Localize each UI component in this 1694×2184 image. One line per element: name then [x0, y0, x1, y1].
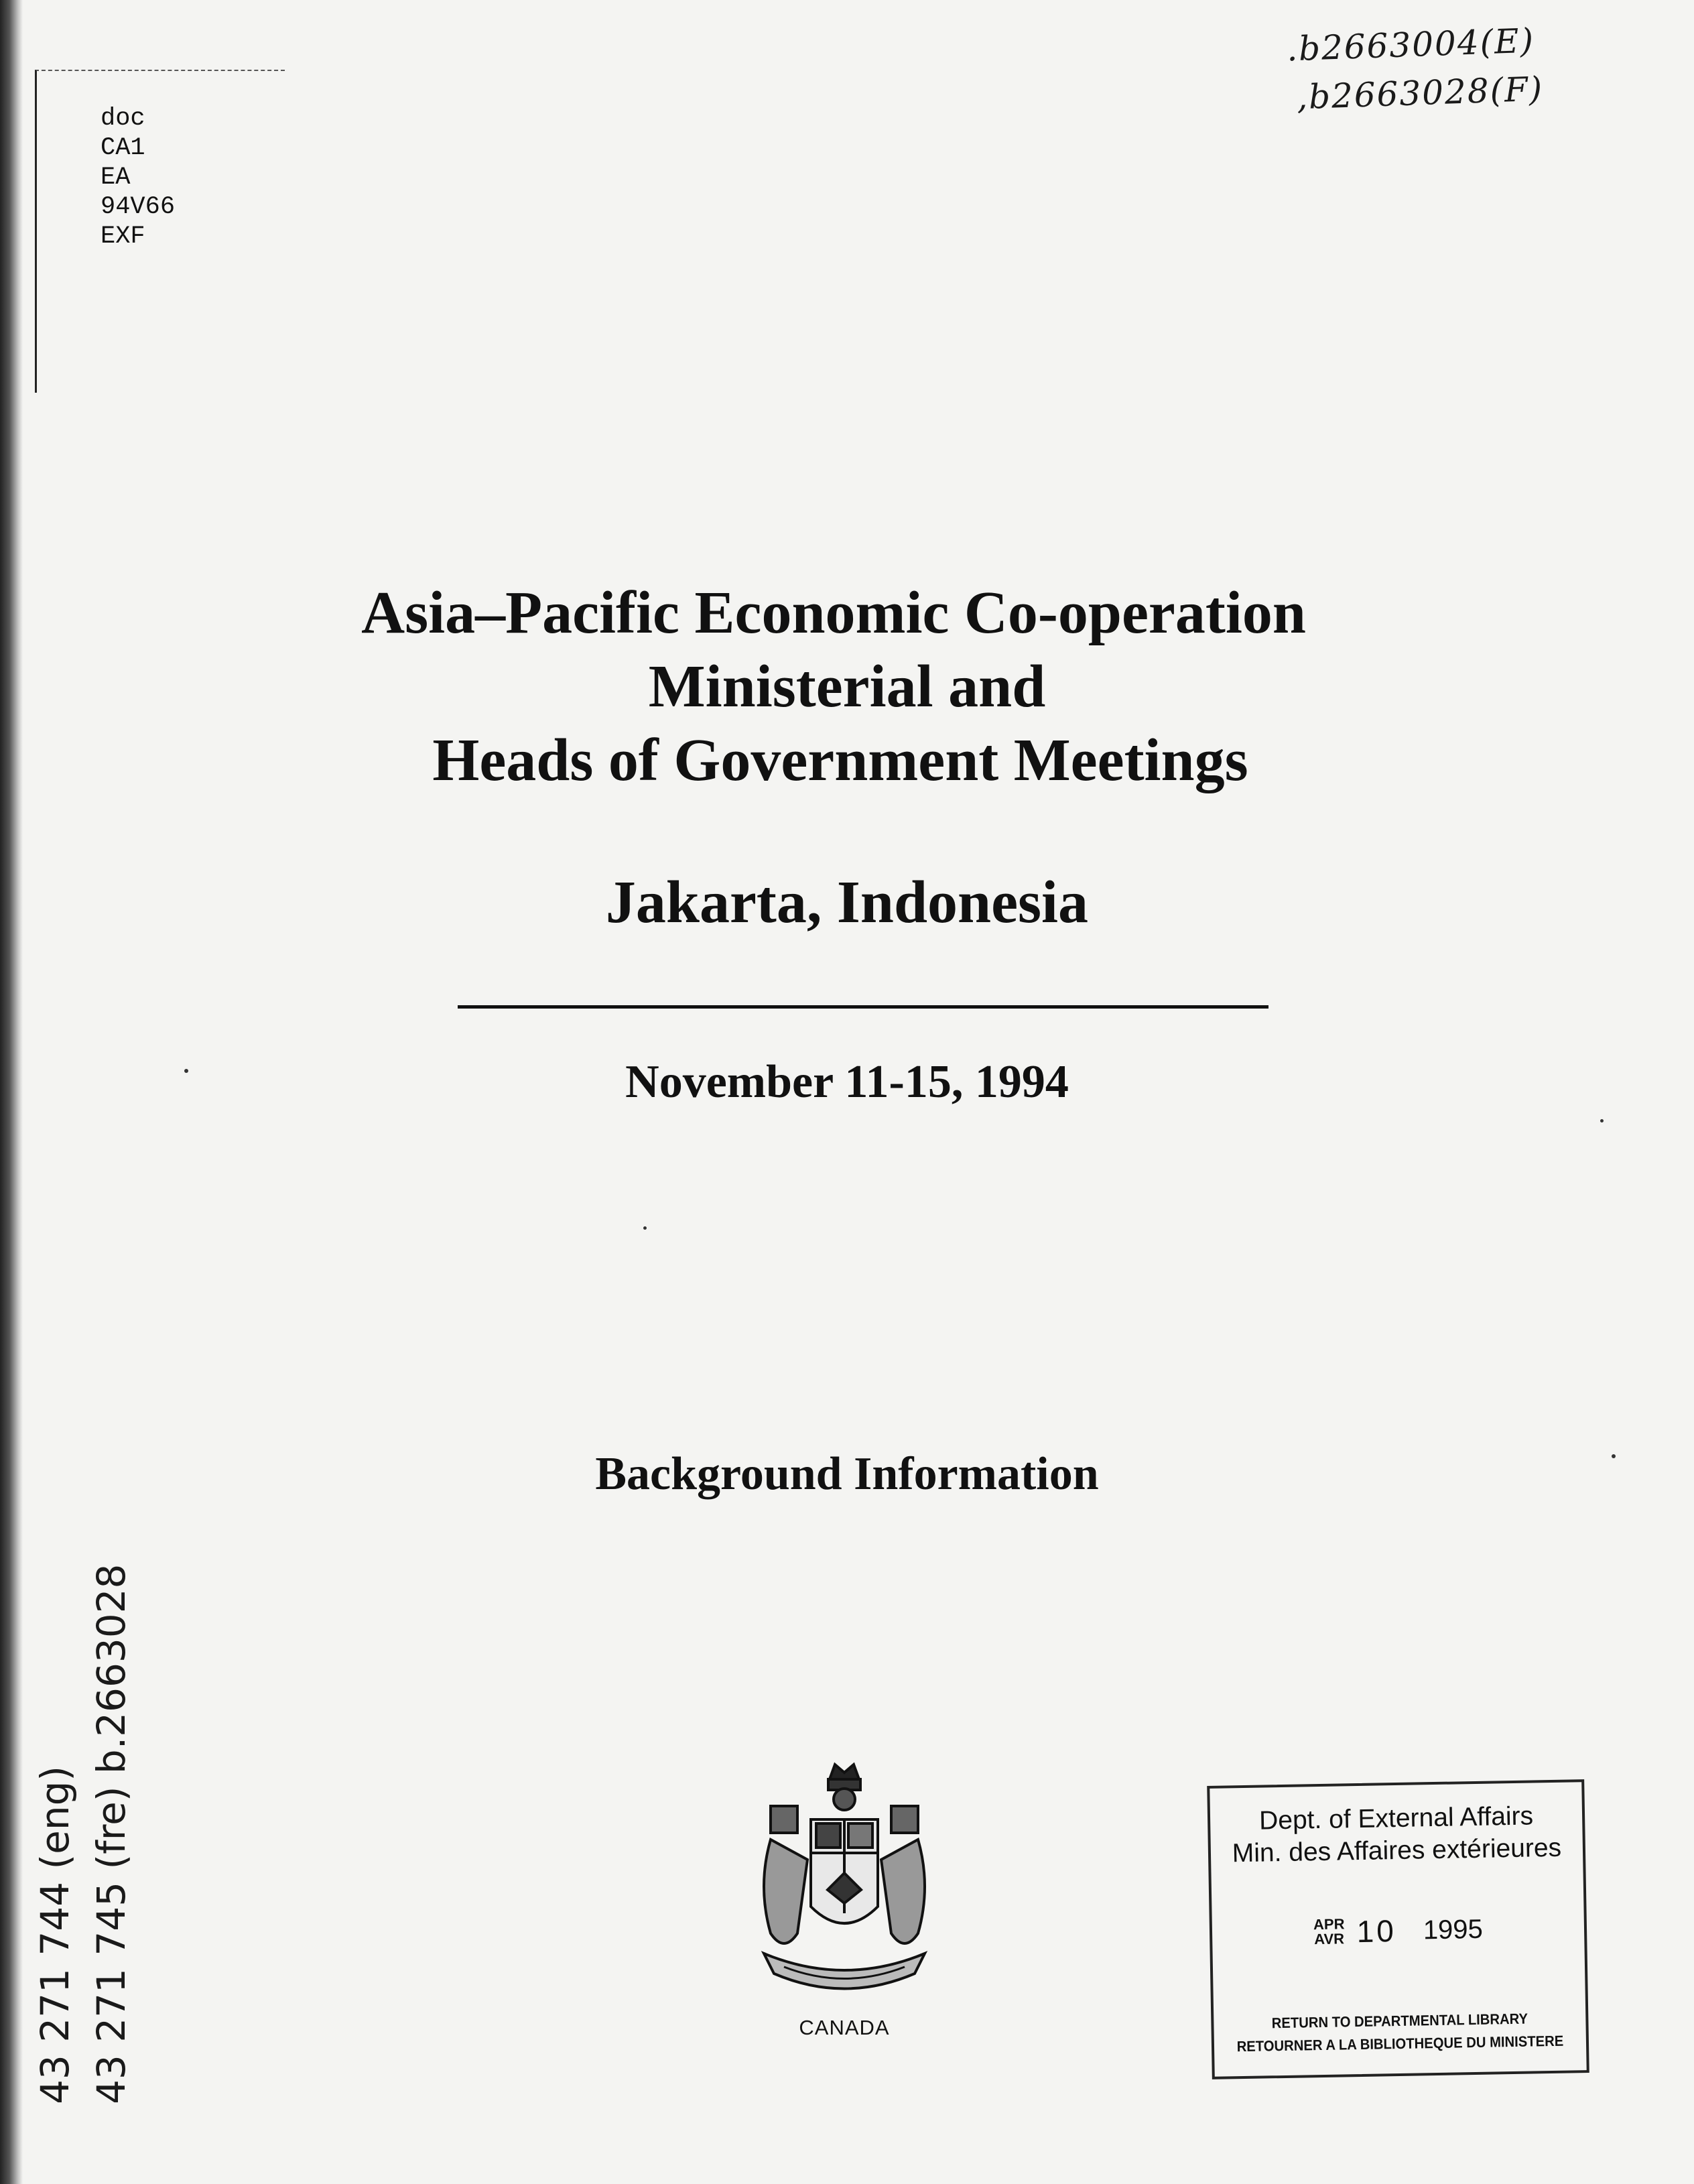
coat-of-arms-icon [744, 1759, 945, 2020]
publisher-country: CANADA [799, 2016, 890, 2039]
call-number-line: CA1 [101, 134, 145, 162]
accession-note-english: 43 271 744 (eng) [32, 1765, 78, 2104]
scan-speck [1600, 1119, 1604, 1122]
stamp-month-fr: AVR [1314, 1930, 1345, 1948]
document-title [0, 576, 1694, 797]
stamp-date [1212, 1909, 1585, 1952]
title-line: Heads of Government Meetings [432, 727, 1248, 793]
call-number-line: EA [101, 164, 131, 192]
call-number-line: 94V66 [101, 193, 176, 221]
document-subtitle: Background Information [595, 1448, 1099, 1500]
call-number [101, 104, 175, 251]
stamp-return-english: RETURN TO DEPARTMENTAL LIBRARY [1271, 2010, 1528, 2032]
handwritten-ref-english: .b2663004(E) [1286, 21, 1535, 69]
accession-notes [27, 1564, 139, 2104]
accession-note-french: 43 271 745 (fre) b.2663028 [88, 1563, 134, 2104]
stamp-line-english: Dept. of External Affairs [1258, 1801, 1534, 1836]
title-line: Asia–Pacific Economic Co-operation [361, 580, 1306, 646]
stamp-return-french: RETOURNER A LA BIBLIOTHEQUE DU MINISTERE [1236, 2032, 1564, 2055]
title-line: Ministerial and [648, 653, 1046, 720]
call-number-line: doc [101, 105, 145, 133]
scan-speck [643, 1226, 647, 1230]
handwritten-ref-french: ,b2663028(F) [1296, 69, 1545, 117]
meeting-location: Jakarta, Indonesia [605, 869, 1089, 936]
divider-rule [458, 1005, 1268, 1009]
call-number-line: EXF [101, 222, 145, 251]
library-stamp [1207, 1779, 1589, 2079]
stamp-year: 1995 [1423, 1914, 1484, 1945]
stamp-line-french: Min. des Affaires extérieures [1232, 1833, 1562, 1868]
stamp-month-en: APR [1313, 1915, 1345, 1933]
stamp-day: 10 [1356, 1913, 1397, 1949]
meeting-date: November 11-15, 1994 [625, 1056, 1069, 1108]
stamp-month [1313, 1917, 1345, 1947]
